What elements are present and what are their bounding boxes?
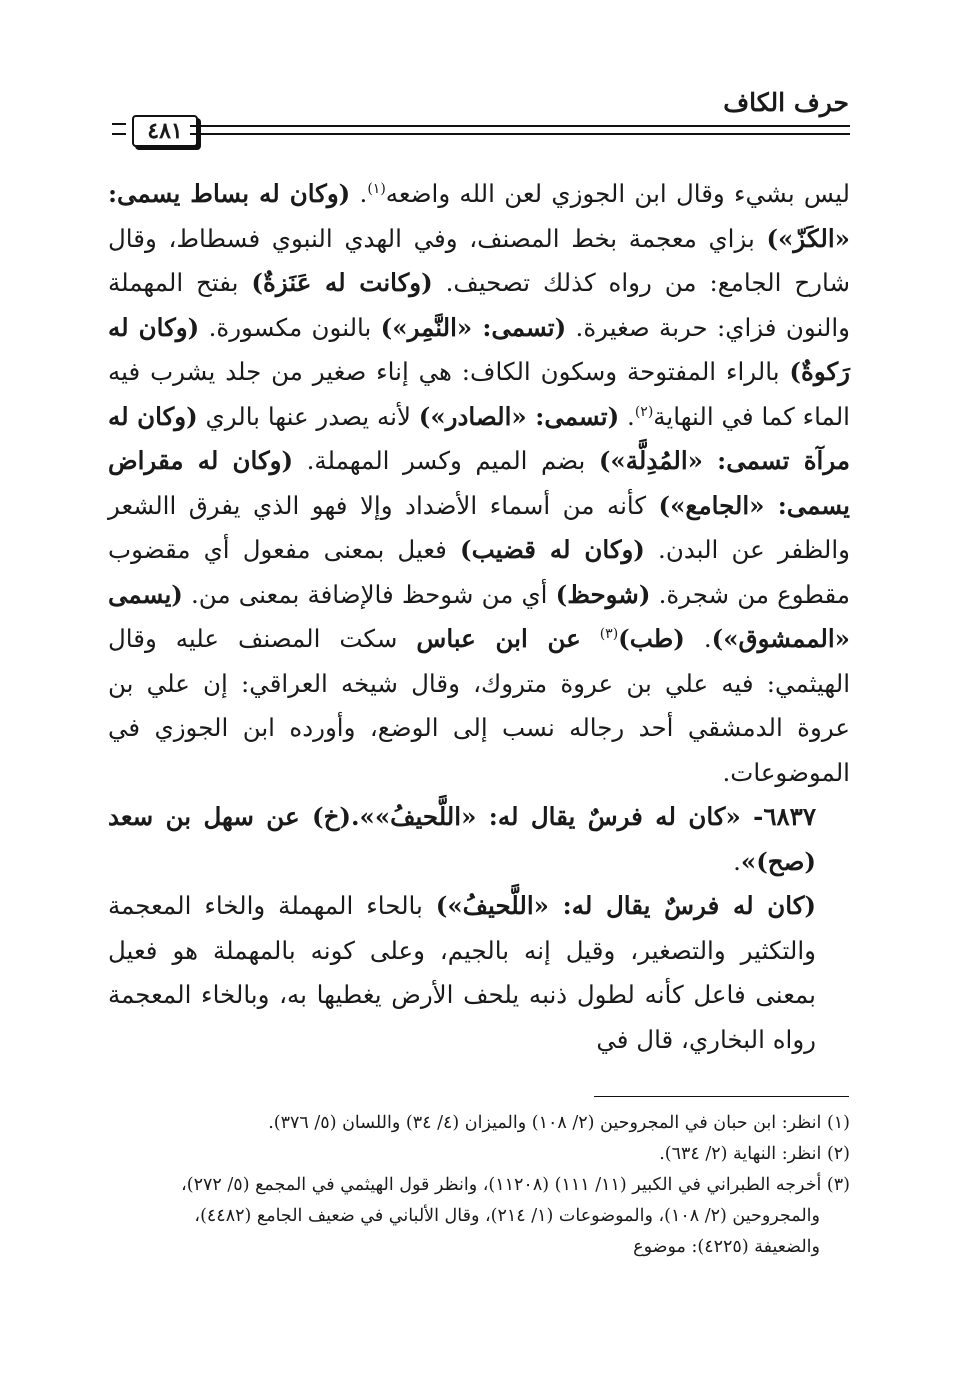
matn-bold: (وكان له مقراض يسمى: «الجامع») xyxy=(108,446,851,520)
footnote-1: (١) انظر: ابن حبان في المجروحين (٢/ ١٠٨) والميزان (٤/ ٣٤) واللسان (٥/ ٣٧٦). xyxy=(268,1113,850,1133)
matn-bold: (وكان له رَكوةٌ) xyxy=(108,312,850,386)
text-span: بزاي معجمة بخط المصنف، وفي الهدي النبوي فسطاط، وقال شارح الجامع: من رواه كذلك تصحيف. xyxy=(108,223,850,297)
matn-bold: (تسمى: «الصادر») xyxy=(418,401,620,431)
text-span xyxy=(581,624,600,653)
hadith-number: ٦٨٣٧- xyxy=(740,802,816,831)
matn-bold: (وكان له بساط يسمى: xyxy=(108,179,351,208)
main-text xyxy=(108,172,850,1062)
text-span: لأنه يصدر عنها بالري xyxy=(197,401,419,431)
matn-bold: (وكان له مرآة تسمى: «المُدِلَّة») xyxy=(108,401,850,475)
text-span: ليس بشيء وقال ابن الجوزي لعن الله واضعه xyxy=(385,179,850,208)
matn-bold: (تسمى: «النَّمِر») xyxy=(380,312,567,342)
text-span: سكت المصنف عليه وقال الهيثمي: فيه علي بن عروة متروك، وقال شيخه العراقي: إن علي بن عروة الدمشقي أحد رجاله نسب إلى الوضع، وأورده ابن الجوزي في الموضوعات. xyxy=(108,624,850,787)
text-span: . xyxy=(684,624,712,653)
page-number: ٤٨١ xyxy=(132,115,198,147)
footnotes xyxy=(108,1108,850,1263)
matn-bold: (شوحظ) xyxy=(555,579,651,609)
matn-bold: (كان له فرسٌ يقال له: «اللَّحيفُ») xyxy=(435,891,816,920)
footnote-2: (٢) انظر: النهاية (٢/ ٦٣٤). xyxy=(659,1144,850,1164)
footnote-ref-3: (٣) xyxy=(599,625,619,642)
text-span: . xyxy=(619,401,635,431)
header-rule xyxy=(110,115,850,149)
text-span: كأنه من أسماء الأضداد وإلا فهو الذي يفرق االشعر والظفر عن البدن. xyxy=(108,490,850,564)
source-code: (طب) xyxy=(618,624,685,653)
footnote-3-continued: والضعيفة (٤٢٢٥): موضوع xyxy=(633,1237,820,1257)
matn-bold: (وكانت له عَنَزةٌ) xyxy=(251,268,433,297)
hadith-entry xyxy=(108,795,850,884)
text-span: بالراء المفتوحة وسكون الكاف: هي إناء صغير من جلد يشرب فيه الماء كما في النهاية xyxy=(108,357,850,431)
rule-ornament xyxy=(112,123,126,135)
matn-bold: «الكَزّ») xyxy=(766,223,850,253)
matn-bold: (يسمى «الممشوق») xyxy=(108,579,850,653)
matn-bold: (وكان له قضيب) xyxy=(460,535,645,564)
commentary-paragraph xyxy=(108,884,850,1062)
text-span: بفتح المهملة والنون فزاي: حربة صغيرة. xyxy=(108,268,850,342)
text-span: بالنون مكسورة. xyxy=(199,312,381,342)
text-span: . xyxy=(733,846,741,876)
text-span: بضم الميم وكسر المهملة. xyxy=(293,446,599,475)
footnote-3: (٣) أخرجه الطبراني في الكبير (١١/ ١١١) (١١٢٠٨)، وانظر قول الهيثمي في المجمع (٥/ ٢٧٢)، xyxy=(181,1175,850,1195)
footnote-3-continued: والمجروحين (٢/ ١٠٨)، والموضوعات (١/ ٢١٤)، وقال الألباني في ضعيف الجامع (٤٤٨٢)، xyxy=(194,1206,820,1226)
text-span: أي من شوحظ فالإضافة بمعنى من. xyxy=(182,579,556,609)
footnote-ref-2: (٢) xyxy=(634,403,654,420)
footnote-separator xyxy=(594,1096,849,1097)
running-title: حرف الكاف xyxy=(723,88,849,117)
text-span: فعيل بمعنى مفعول أي مقضوب مقطوع من شجرة. xyxy=(108,535,850,609)
text-span: بالحاء المهملة والخاء المعجمة والتكثير والتصغير، وقيل إنه بالجيم، وعلى كونه بالمهملة هو فعيل بمعنى فاعل كأنه لطول ذنبه يلحف الأرض يغطيها به، وبالخاء المعجمة رواه البخاري، قال في xyxy=(108,891,816,1054)
narrator-bold: عن ابن عباس xyxy=(416,624,581,653)
footnote-ref-1: (١) xyxy=(367,180,386,197)
hadith-text: «كان له فرسٌ يقال له: «اللَّحيفُ»».(خ) عن سهل بن سعد (صح)» xyxy=(108,802,816,876)
text-span: . xyxy=(350,179,368,208)
commentary-paragraph xyxy=(108,172,850,795)
double-rule-line xyxy=(190,125,850,135)
